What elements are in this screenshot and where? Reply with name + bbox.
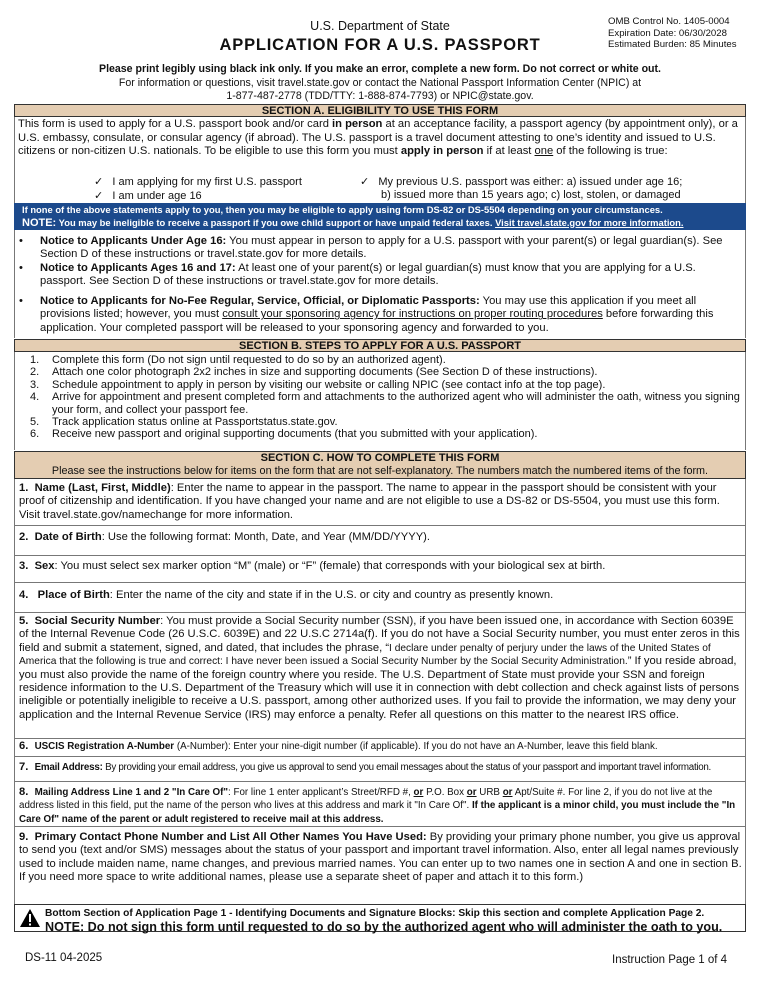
notice-line-2: NOTE: You may be ineligible to receive a passport if you owe child support or have unpaid federal taxes. Visit travel.state.gov for more information. [22,216,684,229]
page-number: Instruction Page 1 of 4 [612,954,728,966]
item-1-name: 1. Name (Last, First, Middle): Enter the name to appear in the passport. The name to appear in the passport should be consistent with your proof of citizenship and identification. If you have changed your name and are not eligible to use a DS-82 or DS-5504, you must use this form. Visit travel.state.gov/namechange for more information. [14,482,746,526]
eligibility-check-3: ✓ My previous U.S. passport was either: a) issued under age 16; [360,176,683,188]
step-item: 4. Arrive for appointment and present completed form and attachments to the authorized agent who will administer the oath, witness you signing your form, and collect your passport fee. [30,391,740,416]
item-3-sex: 3. Sex: You must select sex marker option “M” (male) or “F” (female) that corresponds with your biological sex at birth. [14,558,746,583]
do-not-sign-note: NOTE: Do not sign this form until requested to do so by the authorized agent who will administer the oath to you. [45,920,723,934]
department-name: U.S. Department of State [310,19,450,33]
item-7-email: 7. Email Address: By providing your email address, you give us approval to send you email messages about the status of your passport and important travel information. [14,758,746,782]
warning-triangle-icon [19,908,41,928]
step-item: 5. Track application status online at Passportstatus.state.gov. [30,416,338,429]
travel-state-gov-link[interactable]: Visit travel.state.gov for more information. [495,216,684,228]
step-item: 2. Attach one color photograph 2x2 inches in size and supporting documents (See Section D of these instructions). [30,366,598,379]
contact-line-1: For information or questions, visit travel.state.gov or contact the National Passport Information Center (NPIC) at [118,77,642,89]
omb-control: OMB Control No. 1405-0004 [608,16,730,27]
step-item: 6. Receive new passport and original supporting documents (that you submitted with your application). [30,428,538,441]
section-a-header: SECTION A. ELIGIBILITY TO USE THIS FORM [14,104,746,117]
notice-ages-16-17: • Notice to Applicants Ages 16 and 17: At least one of your parent(s) or legal guardian(s) must know that you are applying for a U.S. passport. See Section D of these instructions or travel.state.gov for more details. [19,262,696,288]
print-instructions: Please print legibly using black ink only. If you make an error, complete a new form. Do not correct or white out. [99,63,661,75]
item-5-ssn: 5. Social Security Number: You must provide a Social Security number (SSN), if you have been issued one, in accordance with Section 6039E of the Internal Revenue Code (26 U.S.C. 6039E) and 22 U.S.C 2714a(f). If you do not have a Social Security number, you must enter zeros in this field and submit a statement, signed, and dated, that includes the phrase, “I declare under penalty of perjury under the laws of the United States of America that the following is true and correct: I have never been issued a Social Security Number by the Social Security Administration.” If you reside abroad, you must also provide the name of the foreign country where you reside. The U.S. Department of State must provide your SSN and foreign residence information to the U.S. Department of the Treasury which will use it in connection with debt collection and check against lists of persons ineligible or potentially ineligible to receive a U.S. passport, among other authorized uses. If you fail to provide the information, we may deny your application and the Internal Revenue Service (IRS) may enforce a penalty. Refer all questions on this matter to the nearest IRS office. [14,615,746,739]
check-icon: ✓ [94,190,104,202]
omb-expiration: Expiration Date: 06/30/2028 [608,27,727,39]
section-c-header: SECTION C. HOW TO COMPLETE THIS FORM Please see the instructions below for items on the form that are not self-explanatory. The numbers match the numbered items of the form. [14,451,746,479]
notice-under-16: • Notice to Applicants Under Age 16: You must appear in person to apply for a U.S. passport with your parent(s) or legal guardian(s). See Section D of these instructions or travel.state.gov for more details. [19,235,723,261]
omb-block [608,16,737,51]
section-b-header: SECTION B. STEPS TO APPLY FOR A U.S. PASSPORT [14,339,746,352]
eligibility-check-1: ✓ I am applying for my first U.S. passport [94,176,302,188]
item-2-dob: 2. Date of Birth: Use the following format: Month, Date, and Year (MM/DD/YYYY). [14,531,746,556]
bottom-section-instruction: Bottom Section of Application Page 1 - Identifying Documents and Signature Blocks: Skip this section and complete Application Page 2. [45,908,705,919]
eligibility-check-3-cont: b) issued more than 15 years ago; c) lost, stolen, or damaged [381,189,681,201]
contact-info [0,77,760,103]
section-a-intro: This form is used to apply for a U.S. passport book and/or card in person at an acceptance facility, a passport agency (by appointment only), or a U.S. embassy, consulate, or consular agency (if abroad). The U.S. passport is a travel document attesting to one’s identity and issued to U.S. citizens or non-citizen U.S. nationals. To be eligible to use this form you must apply in person if at least one of the following is true: [18,118,738,158]
eligibility-check-2: ✓ I am under age 16 [94,190,202,202]
notice-line-1: If none of the above statements apply to you, then you may be eligible to apply using form DS-82 or DS-5504 depending on your circumstances. [22,204,663,215]
item-4-place-of-birth: 4. Place of Birth: Enter the name of the city and state if in the U.S. or city and country as presently known. [14,585,746,613]
item-9-phone-names: 9. Primary Contact Phone Number and List All Other Names You Have Used: By providing your primary phone number, you give us approval to send you (text and/or SMS) messages about the status of your passport and important travel information. Also, enter all legal names previously used to include maiden name, name changes, and previous married names. You can enter up to two names one in section A and one in section B. If you need more space to write additional names, please use a separate sheet of paper and attach it to this form.) [19,831,742,884]
bottom-section-note [14,904,746,932]
eligibility-notice-box [14,203,746,230]
step-item: 1. Complete this form (Do not sign until requested to do so by an authorized agent). [30,354,446,366]
section-c-subtitle: Please see the instructions below for items on the form that are not self-explanatory. The numbers match the numbered items of the form. [51,465,709,477]
notice-no-fee: • Notice to Applicants for No-Fee Regular, Service, Official, or Diplomatic Passports: You may use this application if you meet all provisions listed; however, you must consult your sponsoring agency for instructions on proper routing procedures before forwarding this application. Your completed passport will be released to your sponsoring agency and forwarded to you. [19,295,714,334]
contact-line-2: 1-877-487-2778 (TDD/TTY: 1-888-874-7793) or NPIC@state.gov. [226,90,534,102]
item-8-mailing-address: 8. Mailing Address Line 1 and 2 "In Care Of": For line 1 enter applicant’s Street/RFD #, or P.O. Box or URB or Apt/Suite #. For line 2, if you do not live at the address listed in this field, put the name of the person who lives at this address and mark it "In Care Of". If the applicant is a minor child, you must include the "In Care Of" name of the parent or adult registered to receive mail at this address. [14,784,746,827]
steps-list [30,354,742,441]
check-icon: ✓ [94,176,104,188]
item-6-a-number: 6. USCIS Registration A-Number (A-Number): Enter your nine-digit number (if applicable). If you do not have an A-Number, leave this field blank. [14,740,746,757]
perjury-statement: I declare under penalty of perjury under the laws of the United States of America that the following is true and correct: I have never been issued a Social Security Number by the Social Security Administration. [19,642,711,668]
omb-burden: Estimated Burden: 85 Minutes [608,39,737,50]
form-id: DS-11 04-2025 [25,952,103,964]
form-title: APPLICATION FOR A U.S. PASSPORT [219,36,541,54]
step-item: 3. Schedule appointment to apply in person by visiting our website or calling NPIC (see contact info at the top page). [30,378,606,391]
check-icon: ✓ [360,176,370,188]
